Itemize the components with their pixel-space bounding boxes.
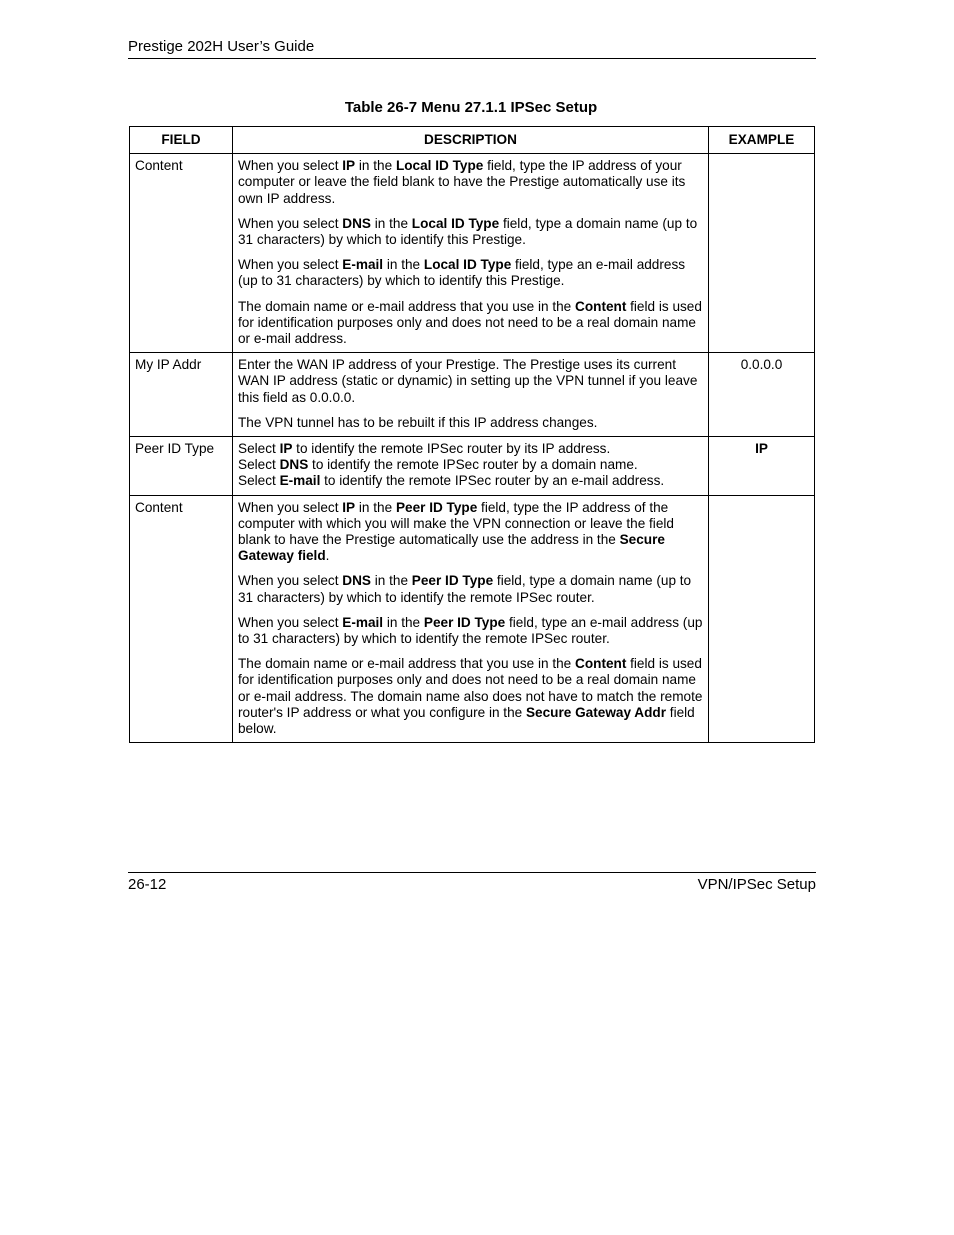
document-title: Prestige 202H User’s Guide <box>128 38 315 55</box>
description-paragraph <box>238 299 703 348</box>
description-paragraph <box>238 615 703 647</box>
table-row <box>130 437 815 496</box>
bold-term: DNS <box>342 573 371 589</box>
description-text: When you select <box>238 158 343 174</box>
bold-term: Local ID Type <box>395 158 484 174</box>
description-paragraph <box>238 357 703 406</box>
table-row <box>130 495 815 743</box>
bold-term: E-mail <box>342 614 384 630</box>
description-text: field is used for identification purposes only and does not need to be a real domain name or e-mail address. <box>238 298 702 347</box>
bold-term: Local ID Type <box>411 215 500 231</box>
description-text: in the <box>383 614 424 630</box>
description-text: field, type the IP address of the computer with which you will make the VPN connection or leave the field blank to have the Prestige automatically use the address in the <box>238 499 674 548</box>
field-name-cell: Content <box>130 154 233 353</box>
description-paragraph <box>238 500 703 565</box>
bold-term: IP <box>342 499 356 515</box>
description-paragraph <box>238 573 703 605</box>
example-cell: 0.0.0.0 <box>709 353 815 437</box>
example-cell <box>709 495 815 743</box>
description-text: in the <box>370 215 412 231</box>
page-number: 26-12 <box>128 876 167 893</box>
description-text: When you select <box>238 499 343 515</box>
bold-term: E-mail <box>342 257 384 273</box>
bold-term: Local ID Type <box>423 257 512 273</box>
ipsec-setup-table <box>129 126 815 743</box>
field-name-cell: Content <box>130 495 233 743</box>
description-text: field, type an e-mail address (up to 31 characters) by which to identify the remote IPSec router. <box>238 614 703 647</box>
bold-term: Secure Gateway field <box>238 532 665 564</box>
page-header <box>128 37 816 59</box>
table-row <box>130 154 815 353</box>
description-paragraph <box>238 257 703 289</box>
description-cell <box>233 495 709 743</box>
column-header-example: EXAMPLE <box>709 127 815 154</box>
description-text: in the <box>355 158 396 174</box>
bold-term: Content <box>575 656 627 672</box>
description-text: to identify the remote IPSec router by a domain name. <box>308 457 638 473</box>
table-body <box>130 154 815 743</box>
description-text: field below. <box>238 704 695 737</box>
description-text: Select <box>238 441 280 457</box>
description-text: field, type a domain name (up to 31 characters) by which to identify this Prestige. <box>238 215 698 248</box>
field-name-cell: Peer ID Type <box>130 437 233 496</box>
bold-term: DNS <box>279 457 309 473</box>
table-header-row <box>130 127 815 154</box>
description-cell <box>233 437 709 496</box>
bold-term: Peer ID Type <box>423 614 506 630</box>
description-text: Select <box>238 457 280 473</box>
description-text: When you select <box>238 614 343 630</box>
description-text: in the <box>383 257 424 273</box>
bold-term: IP <box>279 441 293 457</box>
example-cell <box>709 154 815 353</box>
table-caption: Table 26-7 Menu 27.1.1 IPSec Setup <box>344 99 598 116</box>
description-text: to identify the remote IPSec router by an e-mail address. <box>320 473 665 489</box>
description-paragraph <box>238 158 703 207</box>
bold-term: Peer ID Type <box>395 499 478 515</box>
description-text: When you select <box>238 215 343 231</box>
description-text: in the <box>370 573 412 589</box>
section-title: VPN/IPSec Setup <box>697 876 816 893</box>
description-text: Select <box>238 473 280 489</box>
description-text: The VPN tunnel has to be rebuilt if this IP address changes. <box>238 414 598 430</box>
bold-term: E-mail <box>279 473 321 489</box>
description-text: field, type an e-mail address (up to 31 characters) by which to identify this Prestige. <box>238 257 686 289</box>
bold-term: Secure Gateway Addr <box>525 704 667 720</box>
description-paragraph <box>238 415 703 431</box>
column-header-field: FIELD <box>130 127 233 154</box>
description-text: field is used for identification purposes only and does not need to be a real domain name or e-mail address. The domain name also does not have to match the remote router's IP address or what you configure in the <box>238 656 703 720</box>
description-text: Enter the WAN IP address of your Prestige. The Prestige uses its current WAN IP address (static or dynamic) in setting up the VPN tunnel if you leave this field as 0.0.0.0. <box>238 357 698 405</box>
example-cell: IP <box>709 437 815 496</box>
description-text: The domain name or e-mail address that you use in the <box>238 298 576 314</box>
bold-term: IP <box>342 158 356 174</box>
bold-term: Content <box>575 298 627 314</box>
description-paragraph <box>238 656 703 737</box>
description-cell <box>233 353 709 437</box>
page-footer <box>128 872 816 895</box>
description-text: When you select <box>238 573 343 589</box>
table-row <box>130 353 815 437</box>
bold-term: Peer ID Type <box>411 573 494 589</box>
description-paragraph <box>238 441 703 490</box>
bold-term: DNS <box>342 215 371 231</box>
field-name-cell: My IP Addr <box>130 353 233 437</box>
description-text: field, type the IP address of your computer or leave the field blank to have the Prestige automatically use its own IP address. <box>238 158 686 206</box>
column-header-description: DESCRIPTION <box>233 127 709 154</box>
description-text: in the <box>355 499 396 515</box>
description-text: When you select <box>238 257 343 273</box>
description-text: field, type a domain name (up to 31 characters) by which to identify the remote IPSec router. <box>238 573 692 605</box>
description-paragraph <box>238 216 703 248</box>
description-cell <box>233 154 709 353</box>
description-text: . <box>325 548 330 564</box>
description-text: to identify the remote IPSec router by its IP address. <box>292 441 611 457</box>
description-text: The domain name or e-mail address that you use in the <box>238 656 576 672</box>
